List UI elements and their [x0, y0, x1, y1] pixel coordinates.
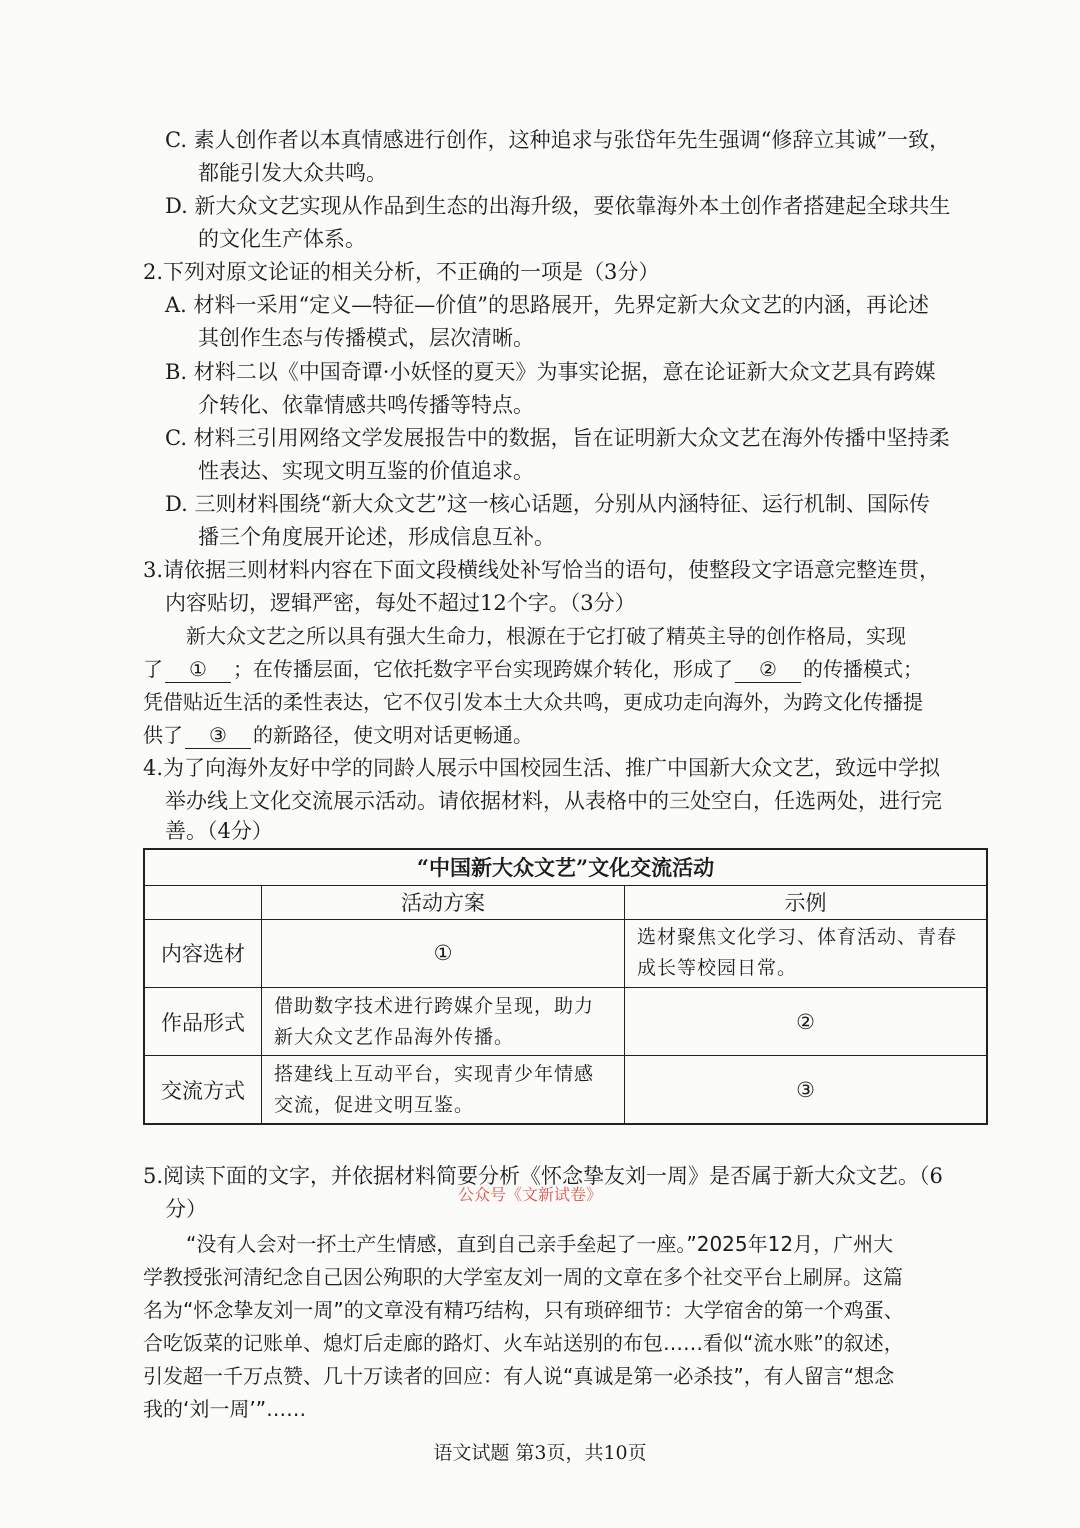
q3-text: 的传播模式； — [803, 657, 923, 681]
example-cell: 选材聚焦文化学习、体育活动、青春成长等校园日常。 — [625, 919, 988, 987]
watermark-text: 公众号《文新试卷》 — [458, 1185, 603, 1204]
q5-stem-line1: 5.阅读下面的文字，并依据材料简要分析《怀念挚友刘一周》是否属于新大众文艺。（6 — [143, 1164, 943, 1188]
q3-text: 了 — [143, 657, 163, 681]
fill-blank-2[interactable]: ② — [735, 656, 801, 683]
plan-cell: 搭建线上互动平台，实现青少年情感交流，促进文明互鉴。 — [262, 1056, 625, 1124]
q5-passage-line6: 我的‘刘一周’”…… — [143, 1397, 307, 1421]
q3-passage-line2 — [143, 653, 923, 685]
table-title: “中国新大众文艺”文化交流活动 — [144, 849, 987, 885]
table-row — [144, 987, 987, 1055]
q3-stem-line2: 内容贴切，逻辑严密，每处不超过12个字。（3分） — [165, 591, 636, 615]
q3-passage-line3: 凭借贴近生活的柔性表达，它不仅引发本土大众共鸣，更成功走向海外，为跨文化传播提 — [143, 690, 923, 714]
row-label: 内容选材 — [144, 919, 262, 987]
row-label: 作品形式 — [144, 987, 262, 1055]
table-header-plan: 活动方案 — [262, 885, 625, 919]
q3-text: ；在传播层面，它依托数字平台实现跨媒介转化，形成了 — [233, 657, 733, 681]
q1-option-c-line1: C. 素人创作者以本真情感进行创作，这种追求与张岱年先生强调“修辞立其诚”一致， — [165, 128, 951, 152]
q5-stem-line2: 分） — [165, 1197, 207, 1221]
answer-cell-1[interactable]: ① — [262, 919, 625, 987]
fill-blank-3[interactable]: ③ — [185, 722, 251, 749]
q3-text: 供了 — [143, 723, 183, 747]
fill-blank-1[interactable]: ① — [165, 656, 231, 683]
table-header-example: 示例 — [625, 885, 988, 919]
q3-passage-line1: 新大众文艺之所以具有强大生命力，根源在于它打破了精英主导的创作格局，实现 — [186, 624, 906, 648]
q3-text: 的新路径，使文明对话更畅通。 — [253, 723, 533, 747]
q2-stem: 2.下列对原文论证的相关分析，不正确的一项是（3分） — [143, 260, 660, 284]
q5-passage-line3: 名为“怀念挚友刘一周”的文章没有精巧结构，只有琐碎细节：大学宿舍的第一个鸡蛋、 — [143, 1298, 904, 1322]
answer-cell-3[interactable]: ③ — [625, 1056, 988, 1124]
q2-option-d-line2: 播三个角度展开论述，形成信息互补。 — [198, 525, 555, 549]
q4-stem-line3: 善。（4分） — [165, 819, 273, 843]
q1-option-d-line1: D. 新大众文艺实现从作品到生态的出海升级，要依靠海外本土创作者搭建起全球共生 — [165, 194, 951, 218]
table-row — [144, 919, 987, 987]
q1-option-c-line2: 都能引发大众共鸣。 — [198, 161, 387, 185]
q5-passage-line2: 学教授张河清纪念自己因公殉职的大学室友刘一周的文章在多个社交平台上刷屏。这篇 — [143, 1265, 903, 1289]
activity-table — [143, 848, 988, 1125]
q2-option-d-line1: D. 三则材料围绕“新大众文艺”这一核心话题，分别从内涵特征、运行机制、国际传 — [165, 492, 930, 516]
q5-passage-line1: “没有人会对一抔土产生情感，直到自己亲手垒起了一座。”2025年12月，广州大 — [186, 1232, 894, 1256]
q2-option-c-line1: C. 材料三引用网络文学发展报告中的数据，旨在证明新大众文艺在海外传播中坚持柔 — [165, 426, 950, 450]
q3-stem-line1: 3.请依据三则材料内容在下面文段横线处补写恰当的语句，使整段文字语意完整连贯， — [143, 558, 941, 582]
q2-option-a-line2: 其创作生态与传播模式，层次清晰。 — [198, 326, 534, 350]
q4-stem-line2: 举办线上文化交流展示活动。请依据材料，从表格中的三处空白，任选两处，进行完 — [165, 789, 942, 813]
table-header-blank — [144, 885, 262, 919]
plan-cell: 借助数字技术进行跨媒介呈现，助力新大众文艺作品海外传播。 — [262, 987, 625, 1055]
q4-stem-line1: 4.为了向海外友好中学的同龄人展示中国校园生活、推广中国新大众文艺，致远中学拟 — [143, 756, 941, 780]
answer-cell-2[interactable]: ② — [625, 987, 988, 1055]
q2-option-b-line1: B. 材料二以《中国奇谭·小妖怪的夏天》为事实论据，意在论证新大众文艺具有跨媒 — [165, 360, 936, 384]
q5-passage-line5: 引发超一千万点赞、几十万读者的回应：有人说“真诚是第一必杀技”，有人留言“想念 — [143, 1364, 895, 1388]
q3-passage-line4 — [143, 719, 533, 751]
table-row — [144, 1056, 987, 1124]
row-label: 交流方式 — [144, 1056, 262, 1124]
q5-passage-line4: 合吃饭菜的记账单、熄灯后走廊的路灯、火车站送别的布包……看似“流水账”的叙述， — [143, 1331, 904, 1355]
q2-option-a-line1: A. 材料一采用“定义—特征—价值”的思路展开，先界定新大众文艺的内涵，再论述 — [165, 293, 929, 317]
q2-option-c-line2: 性表达、实现文明互鉴的价值追求。 — [198, 459, 534, 483]
q1-option-d-line2: 的文化生产体系。 — [198, 227, 366, 251]
q2-option-b-line2: 介转化、依靠情感共鸣传播等特点。 — [198, 393, 534, 417]
page-footer: 语文试题 第3页，共10页 — [433, 1442, 647, 1464]
